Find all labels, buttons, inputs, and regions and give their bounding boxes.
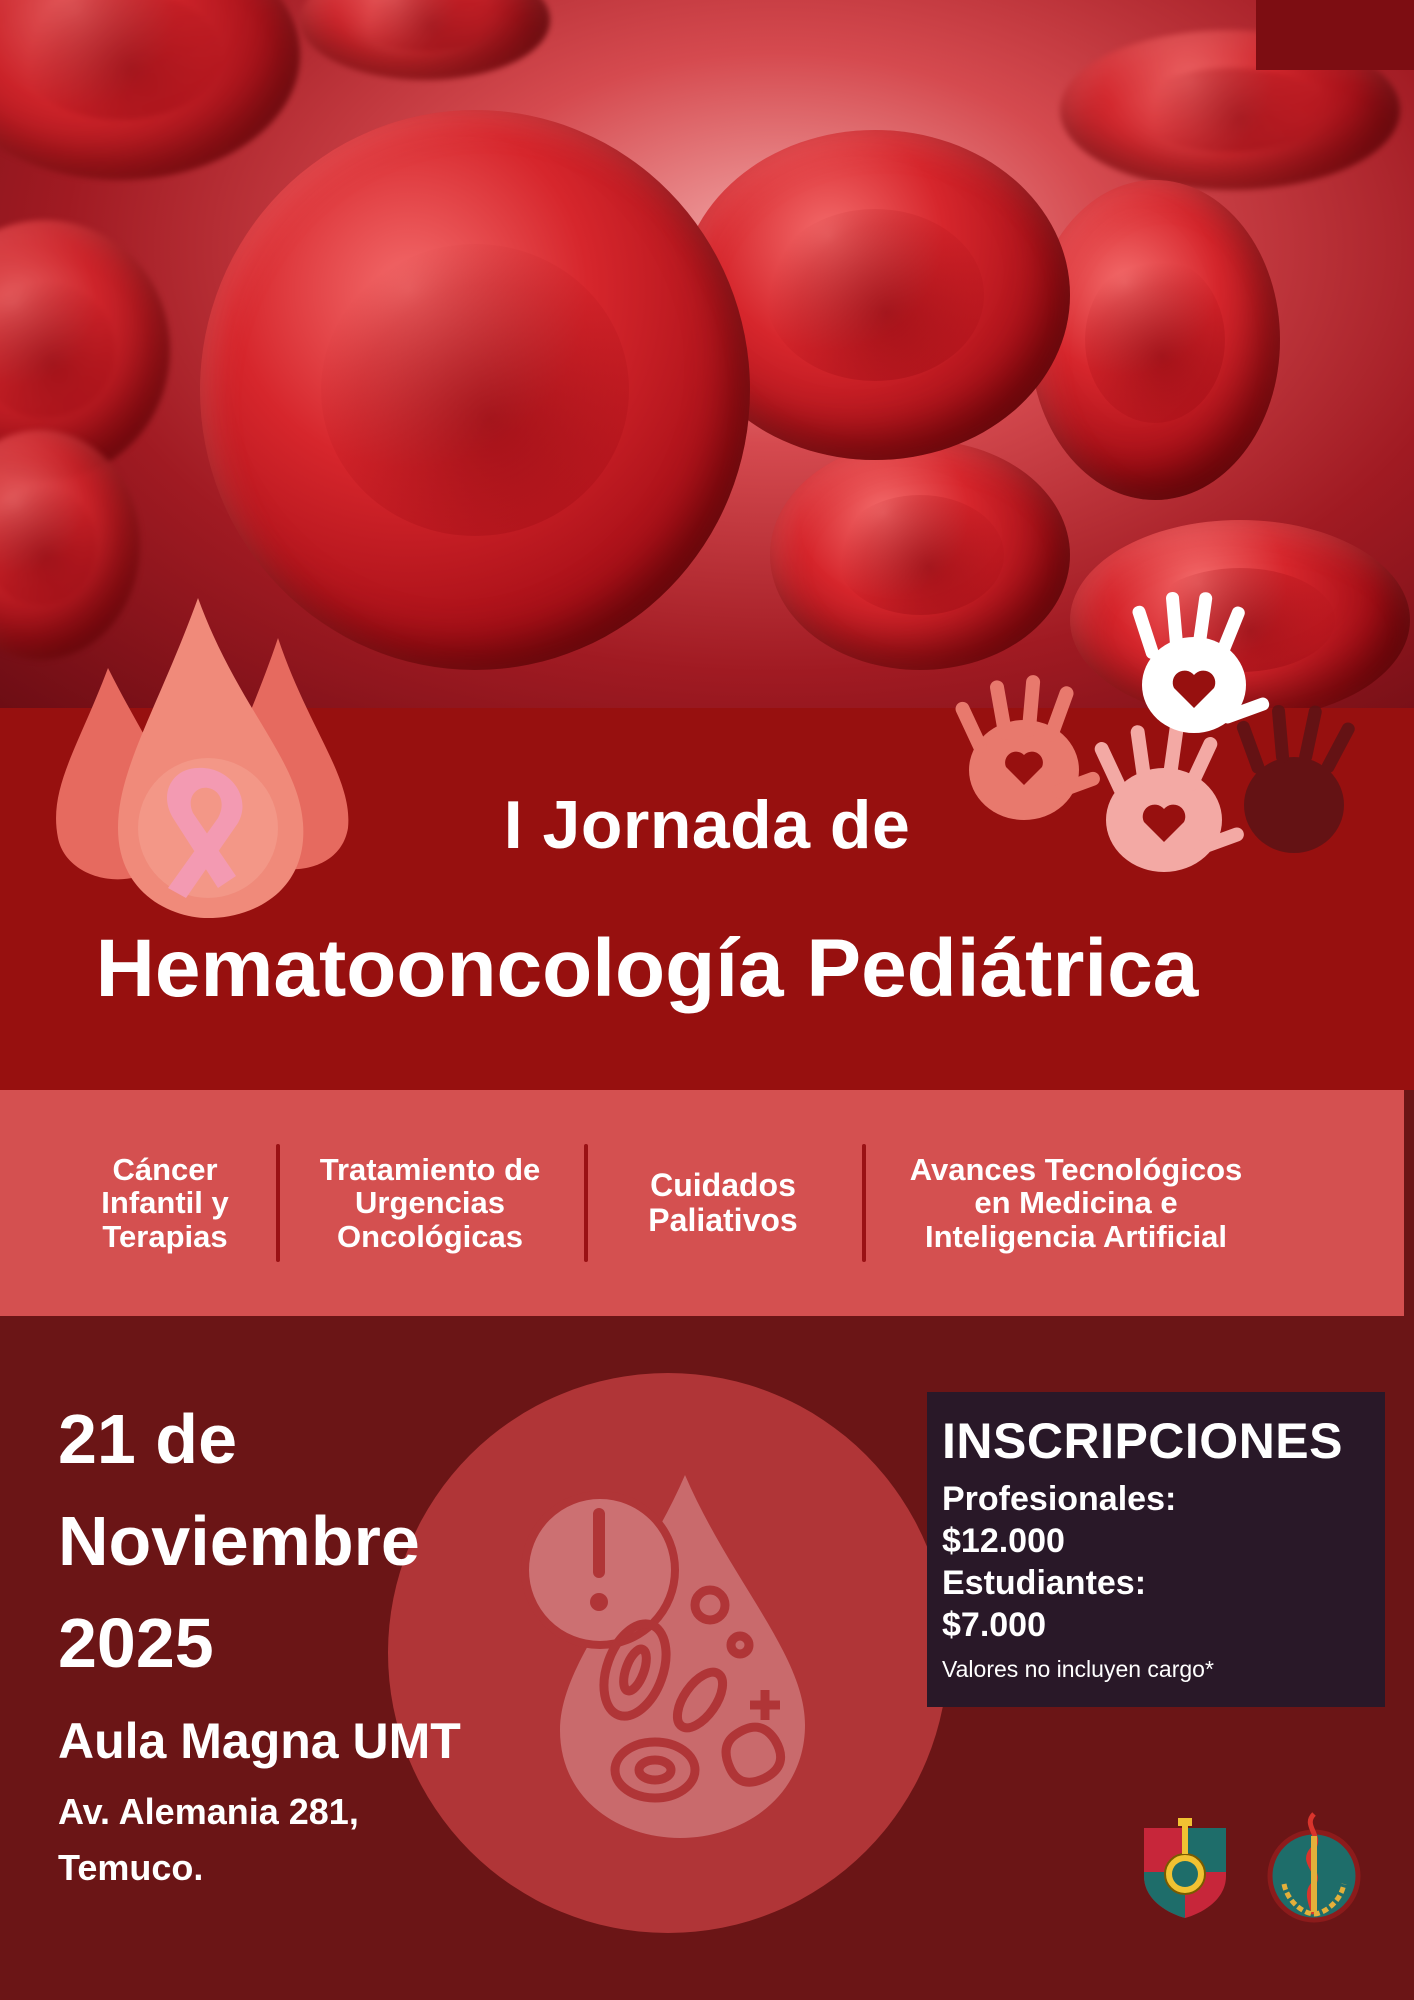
professionals-label: Profesionales: bbox=[942, 1480, 1177, 1518]
address-street: Av. Alemania 281, bbox=[58, 1791, 359, 1832]
registration-heading: INSCRIPCIONES bbox=[942, 1413, 1344, 1469]
topic-line: Inteligencia Artificial bbox=[924, 1218, 1228, 1254]
corner-accent bbox=[1256, 0, 1414, 70]
registration-note: Valores no incluyen cargo* bbox=[942, 1656, 1214, 1682]
title-line-2: Hematooncología Pediátrica bbox=[95, 923, 1199, 1014]
topic-line: Oncológicas bbox=[336, 1218, 524, 1254]
blood-drop-cells-alert-icon bbox=[520, 1470, 820, 1840]
event-venue: Aula Magna UMT bbox=[58, 1713, 461, 1769]
professionals-price: $12.000 bbox=[942, 1522, 1065, 1560]
address-city: Temuco. bbox=[58, 1847, 204, 1888]
students-label: Estudiantes: bbox=[942, 1564, 1147, 1602]
topic-line: Cuidados bbox=[650, 1167, 796, 1204]
topic-line: Urgencias bbox=[355, 1185, 505, 1221]
topic-line: Infantil y bbox=[101, 1185, 229, 1221]
topic-line: Tratamiento de bbox=[319, 1151, 541, 1187]
blood-cell-main bbox=[200, 110, 750, 670]
topic-line: Paliativos bbox=[648, 1202, 798, 1238]
registration-prices bbox=[942, 1478, 1176, 1646]
blood-cell bbox=[300, 0, 550, 80]
event-date bbox=[58, 1388, 420, 1694]
topics-band bbox=[0, 1090, 1404, 1316]
medical-society-emblem-logo bbox=[1266, 1806, 1362, 1924]
handprints-hearts-icon bbox=[944, 590, 1384, 890]
date-month: Noviembre bbox=[58, 1502, 420, 1580]
topic-cancer-infantil bbox=[70, 1153, 260, 1253]
blood-cell bbox=[0, 0, 300, 180]
topic-cuidados-paliativos bbox=[588, 1168, 858, 1237]
registration-box bbox=[927, 1392, 1385, 1707]
topic-urgencias bbox=[280, 1153, 580, 1253]
topic-line: en Medicina e bbox=[974, 1185, 1178, 1221]
topic-avances-tecnologicos bbox=[866, 1153, 1286, 1253]
topic-line: Terapias bbox=[102, 1218, 228, 1254]
topic-line: Avances Tecnológicos bbox=[909, 1151, 1243, 1187]
blood-drops-ribbon-icon bbox=[48, 598, 358, 918]
students-price: $7.000 bbox=[942, 1606, 1046, 1644]
event-address bbox=[58, 1784, 359, 1896]
topic-line: Cáncer bbox=[112, 1151, 218, 1187]
title-line-1: I Jornada de bbox=[503, 787, 911, 863]
date-year: 2025 bbox=[58, 1604, 214, 1682]
blood-cell bbox=[1030, 180, 1280, 500]
date-day: 21 de bbox=[58, 1400, 237, 1478]
university-shield-logo bbox=[1140, 1816, 1230, 1920]
